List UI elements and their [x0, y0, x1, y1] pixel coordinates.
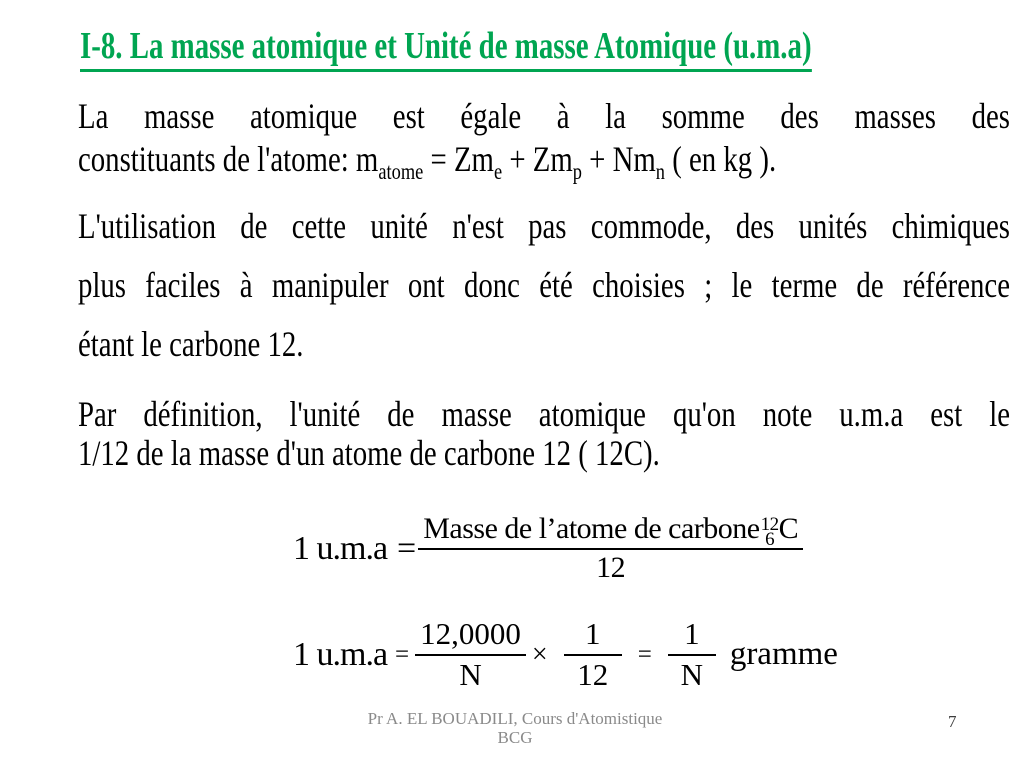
- paragraph-definition-uma: [78, 395, 1010, 473]
- formula-uma-value: [293, 616, 838, 693]
- fraction: [415, 616, 526, 693]
- equals-sign: =: [397, 529, 417, 567]
- page-number: 7: [948, 712, 957, 731]
- isotope-symbol: C: [778, 512, 799, 545]
- footer: [265, 709, 765, 747]
- formula-text: + Zm: [502, 139, 573, 179]
- fraction-denominator: N: [680, 657, 703, 692]
- fraction-numerator: [418, 512, 803, 550]
- formula-lhs: 1 u.m.a: [293, 635, 388, 673]
- paragraph-utilisation-unite: [78, 197, 1010, 374]
- fraction-denominator: 12: [596, 551, 626, 584]
- text-line: Par définition, l'unité de masse atomique qu'on note u.m.a est le: [78, 394, 1010, 434]
- formula-text: ( en kg ).: [665, 139, 777, 179]
- fraction-denominator: 12: [577, 657, 609, 692]
- formula-lhs: 1 u.m.a: [293, 529, 388, 567]
- footer-author-line: Pr A. EL BOUADILI, Cours d'Atomistique: [367, 709, 663, 728]
- subscript-atome: atome: [378, 159, 424, 185]
- formula-text: = Zm: [423, 139, 494, 179]
- isotope-mass-number: 12: [760, 514, 779, 535]
- paragraph-masse-atomique: [78, 95, 1010, 185]
- fraction: [564, 616, 622, 693]
- subscript-p: p: [572, 159, 582, 185]
- slide-title-text: I-8. La masse atomique et Unité de masse Atomique (u.m.a): [80, 24, 812, 72]
- unit-label: gramme: [729, 636, 838, 672]
- formula-text: constituants de l'atome: m: [78, 139, 379, 179]
- fraction-numerator: 1: [668, 616, 716, 656]
- text-line: plus faciles à manipuler ont donc été choisies ; le terme de référence: [78, 265, 1010, 305]
- text-line: étant le carbone 12.: [78, 324, 304, 364]
- formula-text: + Nm: [581, 139, 656, 179]
- subscript-n: n: [655, 159, 665, 185]
- fraction: [418, 512, 803, 585]
- text-line: 1/12 de la masse d'un atome de carbone 12 ( 12C).: [78, 433, 660, 473]
- fraction-denominator: N: [459, 657, 482, 692]
- equals-sign: =: [395, 640, 410, 668]
- text-line: L'utilisation de cette unité n'est pas commode, des unités chimiques: [78, 206, 1010, 246]
- isotope-notation: [760, 514, 779, 550]
- equals-sign: =: [637, 640, 652, 668]
- text-line-with-formula: [78, 138, 1010, 185]
- isotope-atomic-number: 6: [765, 529, 775, 550]
- formula-uma-definition: [293, 512, 803, 585]
- fraction-numerator: 1: [564, 616, 622, 656]
- multiplication-sign: ×: [531, 638, 548, 670]
- text-line: La masse atomique est égale à la somme des masses des: [78, 96, 1010, 136]
- numerator-text: Masse de l’atome de carbone: [423, 512, 760, 545]
- footer-course-line: BCG: [497, 728, 533, 747]
- subscript-e: e: [493, 159, 503, 185]
- fraction: [668, 616, 716, 693]
- slide-title: [80, 24, 1024, 72]
- fraction-numerator: 12,0000: [415, 616, 526, 656]
